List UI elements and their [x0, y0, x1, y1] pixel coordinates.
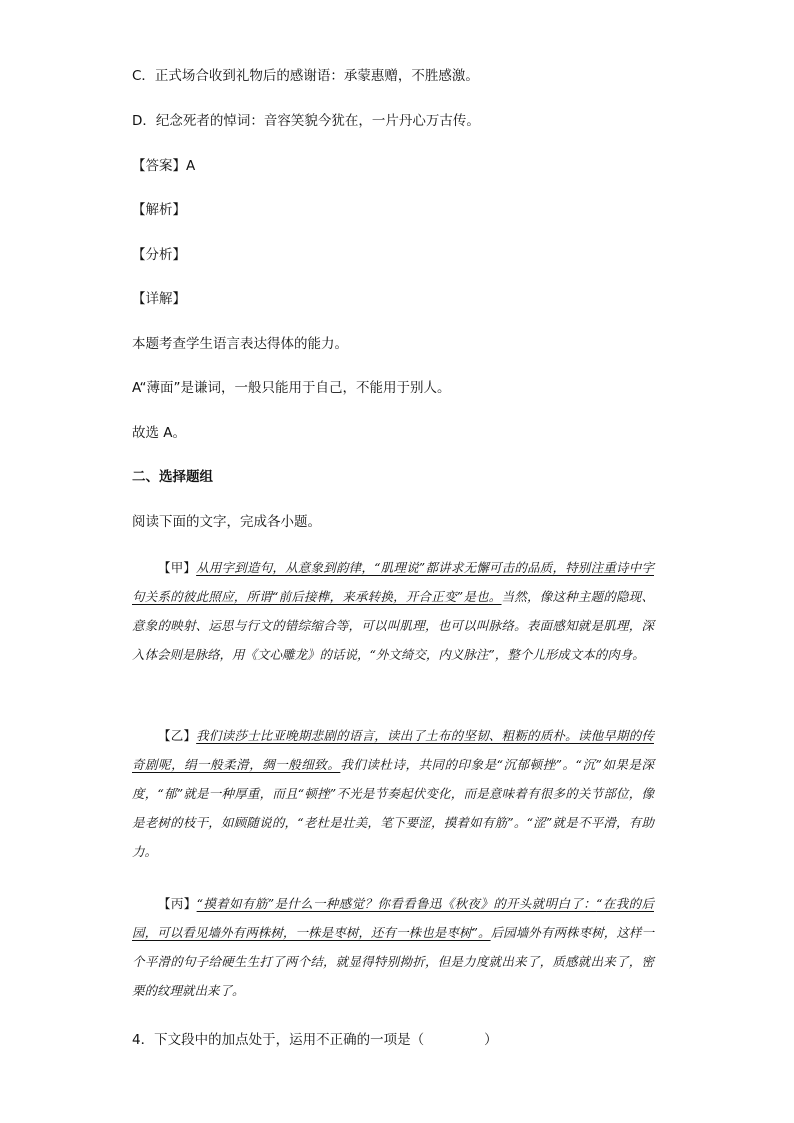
passage-bing-underlined-2: “在我的后园，可以看见墙外有两株树，一株是枣树，还有一株也是枣树”。 — [132, 896, 654, 940]
question-4-close: ） — [484, 1032, 498, 1048]
passage-yi-rest: 我们读杜诗，共同的印象是“沉郁顿挫”。“沉”如果是深度，“郁”就是一种厚重，而且“顿挫”不光是节奏起伏变化，而是意味着有很多的关节部位，像是老树的枝干，如顾随说的，“老杜是壮美，笔下要涩，摸着如有筋”。“涩”就是不平滑，有助力。 — [132, 757, 654, 859]
conclusion-text: 故选 A。 — [132, 425, 187, 441]
question-4 — [132, 1031, 498, 1049]
question-4-text: 4．下文段中的加点处于，运用不正确的一项是（ — [132, 1032, 425, 1048]
explanation-text-2: A“薄面”是谦词，一般只能用于自己，不能用于别人。 — [132, 380, 451, 396]
passage-jia-tag: 【甲】 — [158, 560, 197, 575]
explanation-text-1: 本题考查学生语言表达得体的能力。 — [132, 336, 348, 352]
passage-yi — [132, 721, 654, 866]
analysis-label: 【解析】 — [132, 202, 186, 218]
passage-bing-rest: 后园墙外有两株枣树，这样一个平滑的句子给硬生生打了两个结，就显得特别拗折，但是力度就出来了，质感就出来了，密栗的纹理就出来了。 — [132, 925, 654, 998]
option-c: C．正式场合收到礼物后的感谢语：承蒙惠赠，不胜感激。 — [132, 68, 479, 84]
fenxi-label: 【分析】 — [132, 247, 186, 263]
passage-jia-underlined: 从用字到造句，从意象到韵律，“肌理说”都讲求无懈可击的品质，特别注重诗中字句关系的彼此照应，所谓“前后接榫，来承转换，开合正变”是也。 — [132, 560, 654, 604]
detail-label: 【详解】 — [132, 291, 186, 307]
answer-label: 【答案】A — [132, 158, 196, 174]
passage-yi-underlined: 我们读莎士比亚晚期悲剧的语言，读出了土布的坚韧、粗粝的质朴。读他早期的传奇剧呢，绢一般柔滑，绸一般细致。 — [132, 728, 654, 772]
section-heading: 二、选择题组 — [132, 469, 213, 485]
option-d: D．纪念死者的悼词：音容笑貌今犹在，一片丹心万古传。 — [132, 113, 480, 129]
passage-bing-tag: 【丙】 — [158, 896, 197, 911]
passage-yi-tag: 【乙】 — [158, 728, 197, 743]
passage-bing-underlined-1: “摸着如有筋”是什么一种感觉？你看看鲁迅《秋夜》的开头就明白了： — [196, 896, 597, 911]
section-instruction: 阅读下面的文字，完成各小题。 — [132, 514, 321, 530]
passage-bing — [132, 889, 654, 1005]
passage-jia-rest: 当然，像这种主题的隐现、意象的映射、运思与行文的错综缩合等，可以叫肌理，也可以叫脉络。表面感知就是肌理，深入体会则是脉络，用《文心雕龙》的话说，“外文绮交，内义脉注”，整个儿形成文本的肉身。 — [132, 589, 654, 662]
passage-jia — [132, 553, 654, 669]
